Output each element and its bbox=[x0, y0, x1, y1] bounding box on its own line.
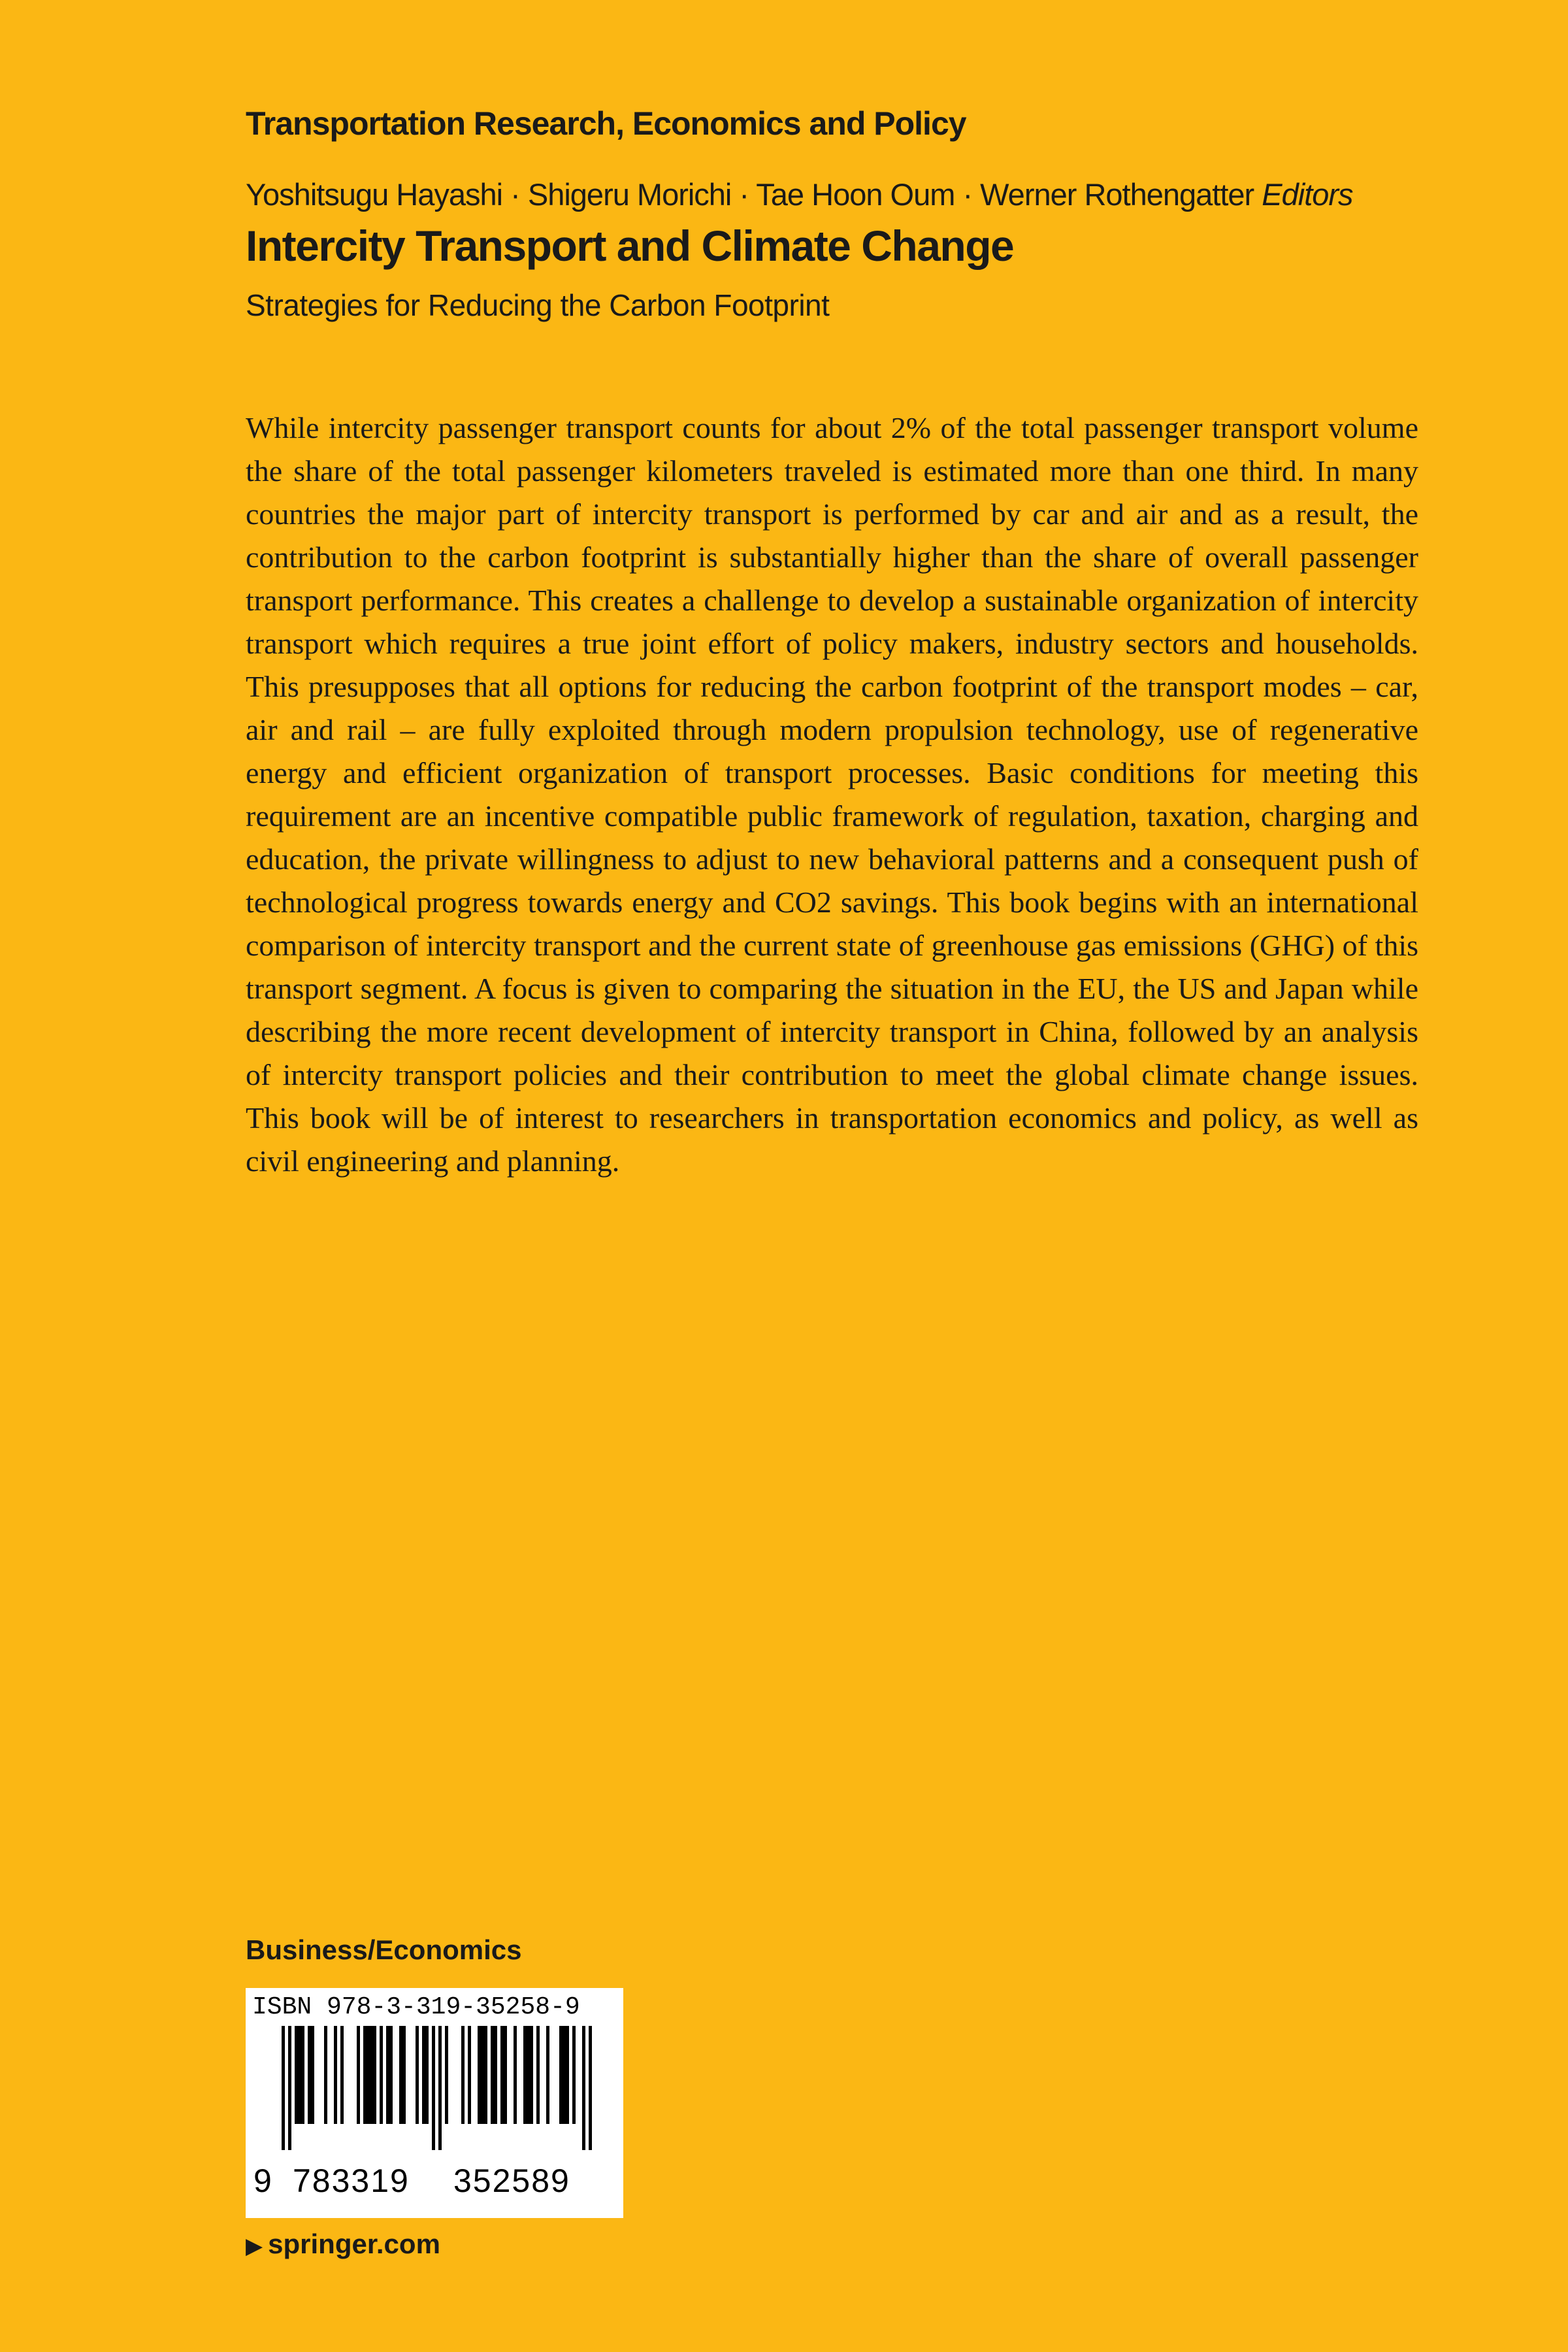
barcode-bar bbox=[416, 2026, 419, 2124]
barcode-bar bbox=[380, 2026, 383, 2124]
category-label: Business/Economics bbox=[246, 1934, 522, 1965]
barcode-bar bbox=[386, 2026, 389, 2124]
triangle-right-icon: ▶ bbox=[246, 2234, 263, 2259]
barcode-bar bbox=[484, 2026, 487, 2124]
barcode-bar bbox=[530, 2026, 533, 2124]
barcode-bar bbox=[340, 2026, 344, 2124]
editors-role: Editors bbox=[1262, 177, 1353, 212]
book-title: Intercity Transport and Climate Change bbox=[246, 222, 1014, 270]
barcode-guard-bar bbox=[432, 2026, 435, 2150]
barcode-bar bbox=[500, 2026, 504, 2124]
book-subtitle: Strategies for Reducing the Carbon Footprint bbox=[246, 288, 830, 322]
barcode-bar bbox=[572, 2026, 576, 2124]
barcode-bar bbox=[295, 2026, 298, 2124]
barcode-guard-bar bbox=[582, 2026, 585, 2150]
barcode-guard-bar bbox=[282, 2026, 285, 2150]
barcode-bar bbox=[301, 2026, 304, 2124]
barcode-bar bbox=[324, 2026, 327, 2124]
barcode-bar bbox=[523, 2026, 527, 2124]
blurb-text: While intercity passenger transport counts for about 2% of the total passenger transport volume the share of the total passenger kilometers traveled is estimated more than one third. In many countries the major part of intercity transport is performed by car and air and as a result, the contribution to the carbon footprint is substantially higher than the share of overall passenger transport performance. This creates a challenge to develop a sustainable organization of intercity transport which requires a true joint effort of policy makers, industry sectors and households. This presupposes that all options for reducing the carbon footprint of the transport modes – car, air and rail – are fully exploited through modern propulsion technology, use of regenerative energy and efficient organization of transport processes. Basic conditions for meeting this requirement are an incentive compatible public framework of regulation, taxation, charging and education, the private willingness to adjust to new behavioral patterns and a consequent push of technological progress towards energy and CO2 savings. This book begins with an international comparison of intercity transport and the current state of greenhouse gas emissions (GHG) of this transport segment. A focus is given to comparing the situation in the EU, the US and Japan while describing the more recent development of intercity transport in China, followed by an analysis of intercity transport policies and their contribution to meet the global climate change issues. This book will be of interest to researchers in transportation economics and policy, as well as civil engineering and planning. bbox=[246, 411, 1418, 1178]
editors-line bbox=[246, 176, 1353, 212]
barcode-bar bbox=[308, 2026, 311, 2124]
barcode-bar bbox=[563, 2026, 566, 2124]
barcode-bar bbox=[546, 2026, 549, 2124]
barcode-right-digits: 352589 bbox=[453, 2162, 570, 2199]
barcode-bar bbox=[298, 2026, 301, 2124]
barcode-bar bbox=[357, 2026, 360, 2124]
barcode-bar bbox=[566, 2026, 569, 2124]
barcode-bar bbox=[494, 2026, 497, 2124]
barcode-bars bbox=[246, 2026, 623, 2176]
barcode-bar bbox=[445, 2026, 448, 2124]
barcode-bar bbox=[334, 2026, 337, 2124]
barcode-bar bbox=[504, 2026, 507, 2124]
barcode-bar bbox=[536, 2026, 540, 2124]
barcode-first-digit: 9 bbox=[253, 2162, 272, 2199]
barcode-left-digits: 783319 bbox=[293, 2162, 410, 2199]
barcode-bar bbox=[402, 2026, 406, 2124]
barcode-bar bbox=[527, 2026, 530, 2124]
barcode-guard-bar bbox=[438, 2026, 442, 2150]
barcode-bar bbox=[478, 2026, 481, 2124]
barcode-bar bbox=[363, 2026, 367, 2124]
barcode-bar bbox=[559, 2026, 563, 2124]
barcode-bar bbox=[373, 2026, 376, 2124]
barcode-bar bbox=[514, 2026, 517, 2124]
barcode-bar bbox=[311, 2026, 314, 2124]
barcode-guard-bar bbox=[288, 2026, 291, 2150]
publisher-link[interactable] bbox=[246, 2228, 440, 2260]
barcode-bar bbox=[491, 2026, 494, 2124]
barcode-bar bbox=[370, 2026, 373, 2124]
isbn-barcode bbox=[246, 1988, 623, 2218]
barcode-bar bbox=[461, 2026, 465, 2124]
barcode-bar bbox=[399, 2026, 402, 2124]
barcode-bar bbox=[422, 2026, 425, 2124]
barcode-bar bbox=[367, 2026, 370, 2124]
barcode-guard-bar bbox=[589, 2026, 592, 2150]
editor-names: Yoshitsugu Hayashi · Shigeru Morichi · Tae Hoon Oum · Werner Rothengatter bbox=[246, 177, 1254, 212]
barcode-bar bbox=[481, 2026, 484, 2124]
series-title: Transportation Research, Economics and Policy bbox=[246, 105, 966, 142]
barcode-bar bbox=[468, 2026, 471, 2124]
barcode-bar bbox=[425, 2026, 429, 2124]
isbn-label: ISBN 978-3-319-35258-9 bbox=[252, 1993, 580, 2021]
barcode-bar bbox=[389, 2026, 393, 2124]
publisher-url: springer.com bbox=[268, 2228, 440, 2259]
